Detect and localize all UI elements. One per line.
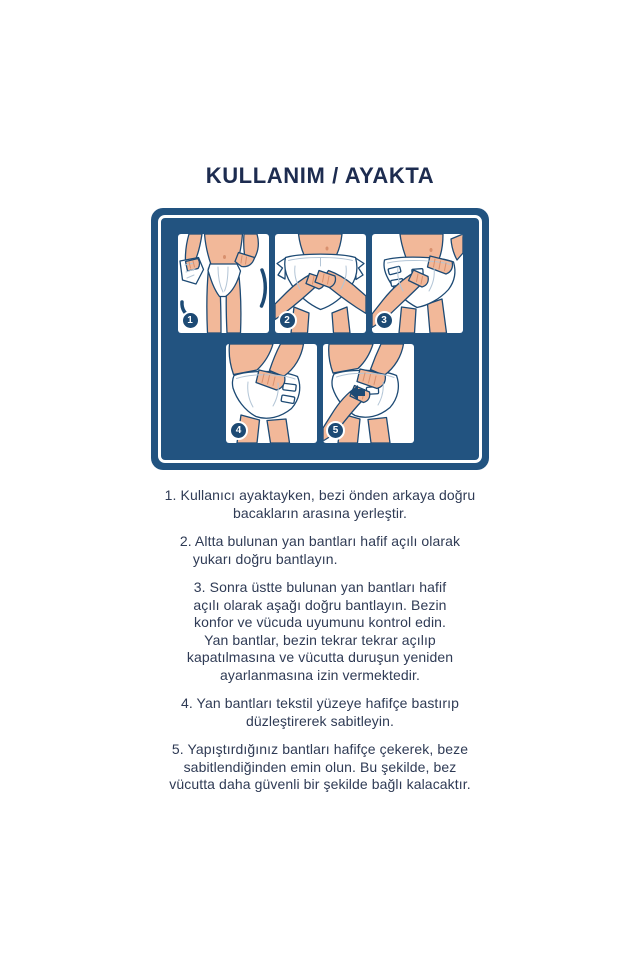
figure-panels xyxy=(151,234,489,443)
step-3-badge: 3 xyxy=(375,311,394,330)
arm-right xyxy=(451,234,463,260)
instruction-line: 2. Altta bulunan yan bantları hafif açılı olarak xyxy=(179,533,461,549)
step-5-panel xyxy=(323,344,414,443)
instruction-item xyxy=(181,695,459,730)
torso xyxy=(400,234,443,259)
step-1-panel xyxy=(178,234,269,333)
tape-tab xyxy=(283,383,297,391)
instruction-line: 5. Yapıştırdığınız bantları hafifçe çekerek, beze xyxy=(171,741,469,757)
instruction-line: Yan bantlar, bezin tekrar tekrar açılıp xyxy=(204,631,436,648)
step-4-badge: 4 xyxy=(229,421,248,440)
instructions-list xyxy=(0,487,640,794)
instruction-item xyxy=(187,579,453,684)
figure-row-top xyxy=(178,234,463,333)
instruction-line: açılı olarak aşağı doğru bantlayın. Bezin xyxy=(193,596,447,613)
tape-tab xyxy=(281,395,295,404)
step-4-panel xyxy=(226,344,317,443)
instruction-line: yukarı doğru bantlayın. xyxy=(192,550,338,567)
leg-right xyxy=(332,307,350,333)
instruction-line: ayarlanmasına izin vermektedir. xyxy=(220,666,420,683)
page-title: KULLANIM / AYAKTA xyxy=(205,163,435,188)
torso xyxy=(298,234,342,256)
instruction-line: düzleştirerek sabitleyin. xyxy=(245,712,394,729)
instruction-line: 4. Yan bantları tekstil yüzeye hafifçe bastırıp xyxy=(180,695,460,711)
instruction-line: vücutta daha güvenli bir şekilde bağlı kalacaktır. xyxy=(169,776,471,792)
diaper-crumple-left xyxy=(277,258,286,279)
instruction-line: kapatılmasına ve vücutta duruşun yeniden xyxy=(186,649,454,665)
leg-left xyxy=(399,307,416,333)
torso xyxy=(329,344,373,373)
instruction-line: bacakların arasına yerleştir. xyxy=(232,504,408,521)
instruction-figure-board xyxy=(151,208,489,470)
leg-right xyxy=(427,299,446,333)
leg-right xyxy=(267,419,290,443)
instruction-item xyxy=(169,741,471,794)
arm-right xyxy=(270,344,304,377)
instruction-line: 3. Sonra üstte bulunan yan bantları hafif xyxy=(193,579,447,595)
arm-right xyxy=(371,344,404,376)
instruction-line: sabitlendiğinden emin olun. Bu şekilde, bez xyxy=(183,758,457,775)
instruction-line: 1. Kullanıcı ayaktayken, bezi önden arkaya doğru xyxy=(164,487,476,503)
instruction-item xyxy=(180,533,460,568)
step-1-badge: 1 xyxy=(181,311,200,330)
instruction-line: konfor ve vücuda uyumunu kontrol edin. xyxy=(193,614,447,630)
step-2-panel xyxy=(275,234,366,333)
leg-right xyxy=(368,418,390,444)
figure-row-bottom xyxy=(226,344,414,443)
step-2-badge: 2 xyxy=(278,311,297,330)
instruction-item xyxy=(165,487,476,522)
step-3-panel xyxy=(372,234,463,333)
torso xyxy=(229,344,273,375)
step-5-badge: 5 xyxy=(326,421,345,440)
